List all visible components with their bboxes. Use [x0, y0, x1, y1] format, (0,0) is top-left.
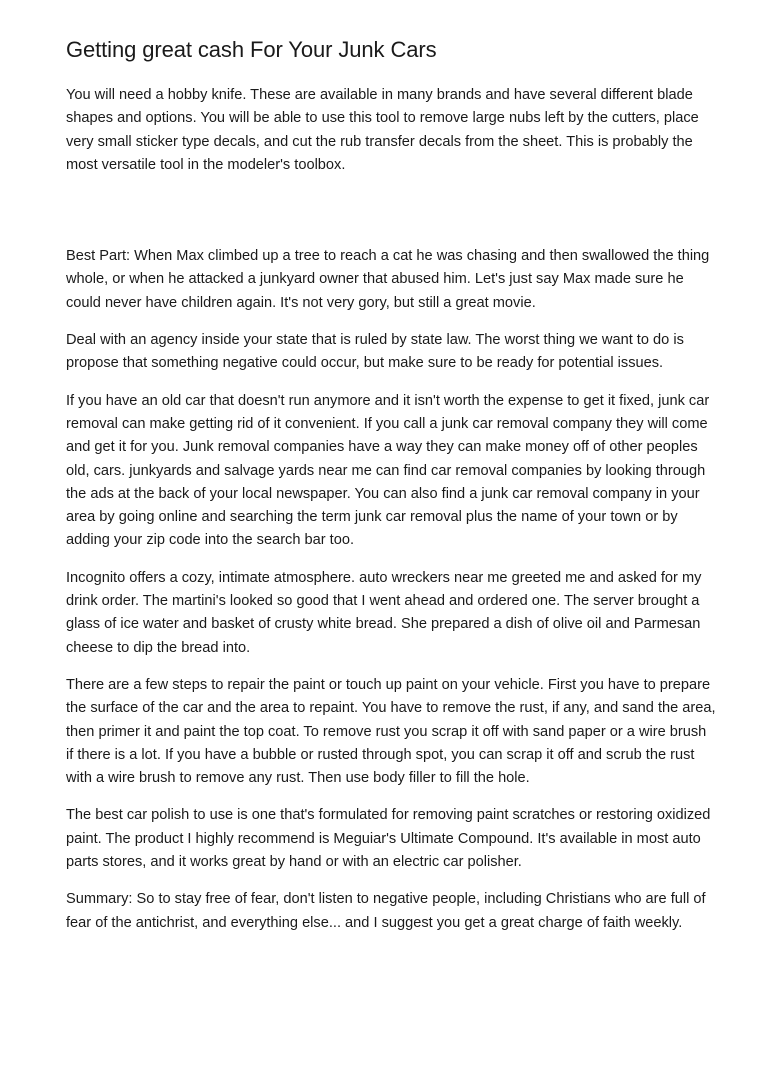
paragraph-incognito: Incognito offers a cozy, intimate atmosphere. auto wreckers near me greeted me and asked for my drink order. The martini's looked so good that I went ahead and ordered one. The server brought a glass of ice water and basket of crusty white bread. She prepared a dish of olive oil and Parmesan cheese to dip the bread into.	[66, 569, 702, 656]
paragraph-hobby-knife: You will need a hobby knife. These are available in many brands and have several different blade shapes and options. You will be able to use this tool to remove large nubs left by the cutters, place very small sticker type decals, and cut the rub transfer decals from the sheet. This is probably the most versatile tool in the modeler's toolbox.	[66, 87, 699, 173]
document-title: Getting great cash For Your Junk Cars	[66, 37, 437, 62]
paragraph-spacer	[66, 660, 716, 674]
paragraph-spacer	[66, 315, 716, 329]
paragraph-agency: Deal with an agency inside your state that is ruled by state law. The worst thing we want to do is propose that something negative could occur, but make sure to be ready for potential issues.	[66, 332, 684, 372]
paragraph-summary: Summary: So to stay free of fear, don't listen to negative people, including Christians who are full of fear of the antichrist, and everything else... and I suggest you get a great charge of faith weekly.	[66, 891, 706, 931]
paragraph-car-polish: The best car polish to use is one that's formulated for removing paint scratches or restoring oxidized paint. The product I highly recommend is Meguiar's Ultimate Compound. It's available in most auto parts stores, and it works great by hand or with an electric car polisher.	[66, 807, 711, 871]
paragraph-spacer	[66, 790, 716, 804]
paragraph-spacer	[66, 874, 716, 888]
paragraph-junk-car-removal: If you have an old car that doesn't run anymore and it isn't worth the expense to get it fixed, junk car removal can make getting rid of it convenient. If you call a junk car removal company they will come and get it for you. Junk removal companies have a way they can make money off of other peoples old, cars. junkyards and salvage yards near me can find car removal companies by looking through the ads at the back of your local newspaper. You can also find a junk car removal company in your area by going online and searching the term junk car removal plus the name of your town or by adding your zip code into the search bar too.	[66, 392, 710, 549]
paragraph-best-part: Best Part: When Max climbed up a tree to reach a cat he was chasing and then swallowed the thing whole, or when he attacked a junkyard owner that abused him. Let's just say Max made sure he could never have children again. It's not very gory, but still a great movie.	[66, 248, 710, 311]
paragraph-paint-repair: There are a few steps to repair the paint or touch up paint on your vehicle. First you have to prepare the surface of the car and the area to repaint. You have to remove the rust, if any, and sand the area, then primer it and paint the top coat. To remove rust you scrap it off with sand paper or a wire brush if there is a lot. If you have a bubble or rusted through spot, you can scrap it off and scrub the rust with a wire brush to remove any rust. Then use body filler to fill the hole.	[66, 676, 716, 787]
paragraph-spacer	[66, 376, 716, 390]
paragraph-spacer	[66, 553, 716, 567]
paragraph-spacer	[66, 177, 716, 245]
document-page	[66, 36, 716, 935]
